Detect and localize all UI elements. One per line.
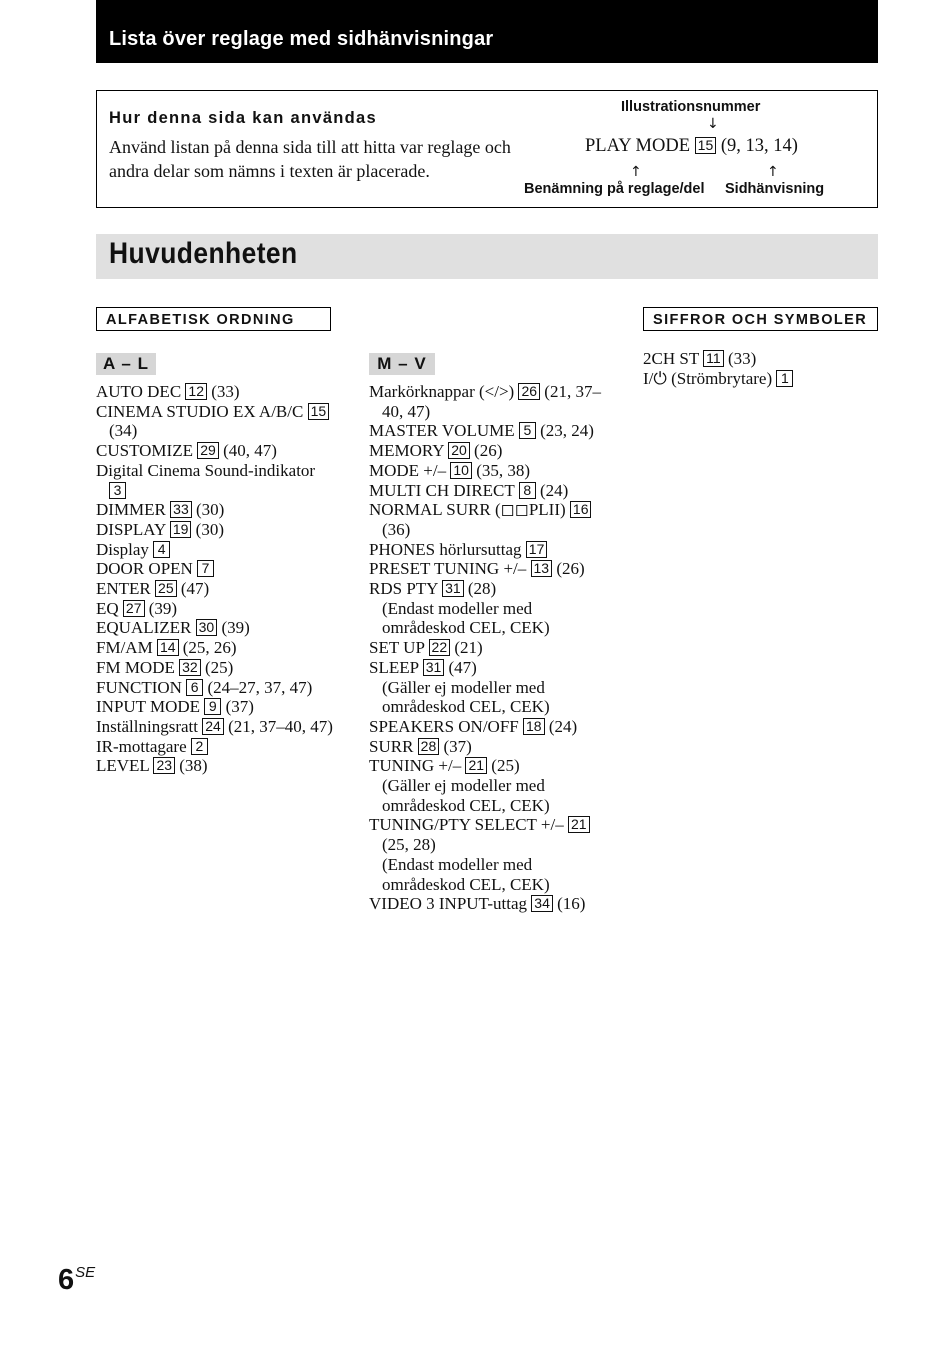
index-entry: [369, 658, 614, 717]
index-entry: [369, 500, 614, 539]
entry-number: 28: [418, 738, 440, 755]
entry-number: 19: [170, 521, 192, 538]
entry-name: Markörknappar (</>): [369, 382, 515, 401]
index-entry: [369, 638, 614, 658]
entry-pages: (25, 26): [182, 638, 237, 658]
entry-number: 33: [170, 501, 192, 518]
index-column-symbols: [643, 349, 873, 388]
index-entry: [369, 737, 614, 757]
arrow-up-icon: ↑: [630, 164, 642, 180]
index-entry: [96, 382, 336, 402]
entry-number: 31: [442, 580, 464, 597]
index-entry: [96, 520, 336, 540]
entry-number: 13: [531, 560, 553, 577]
entry-note: (Endast modeller med områdeskod CEL, CEK): [382, 854, 550, 894]
entry-note: (Gäller ej modeller med områdeskod CEL, CEK): [382, 677, 550, 717]
entry-name: INPUT MODE: [96, 697, 201, 717]
index-entry: [96, 756, 336, 776]
index-entry: [369, 382, 614, 421]
example-name: PLAY MODE: [585, 136, 691, 156]
entry-number: 4: [153, 541, 170, 558]
entry-pages: (35, 38): [476, 460, 531, 480]
entry-number: 8: [519, 482, 536, 499]
entry-number: 34: [531, 895, 553, 912]
entry-pages: (47): [448, 657, 477, 677]
symbols-label: SIFFROR OCH SYMBOLER: [643, 307, 878, 331]
entry-name: IR-mottagare: [96, 736, 187, 756]
index-entry: [369, 894, 614, 914]
index-entry: [96, 579, 336, 599]
entry-pages: (37): [225, 697, 254, 717]
entry-name: MEMORY: [369, 441, 444, 461]
entry-name: RDS PTY: [369, 579, 438, 599]
entry-pages: (25): [204, 657, 234, 677]
index-column-m-v: [369, 382, 614, 914]
entry-number: 25: [155, 580, 177, 597]
entry-name: VIDEO 3 INPUT-uttag: [369, 894, 528, 914]
entry-name: Display: [96, 539, 149, 559]
index-entry: [96, 638, 336, 658]
example-number: 15: [695, 137, 717, 154]
entry-number: 31: [423, 659, 445, 676]
entry-pages: (25, 28): [382, 835, 436, 855]
entry-name: ENTER: [96, 579, 151, 599]
howto-heading: Hur denna sida kan användas: [109, 109, 378, 127]
index-entry: [369, 579, 614, 638]
entry-pages: (16): [557, 894, 586, 914]
index-entry: [369, 815, 614, 894]
range-m-v: M – V: [369, 353, 435, 375]
entry-pages: (30): [195, 500, 225, 520]
index-column-a-l: [96, 382, 336, 776]
entry-number: 1: [776, 370, 793, 387]
entry-pages: (23, 24): [540, 421, 594, 441]
entry-pages: (24): [539, 480, 569, 500]
entry-number: 7: [197, 560, 214, 577]
entry-number: 15: [308, 403, 330, 420]
entry-number: 11: [703, 350, 724, 367]
entry-number: 30: [196, 619, 218, 636]
range-a-l: A – L: [96, 353, 156, 375]
entry-number: 22: [429, 639, 451, 656]
entry-name: MASTER VOLUME: [369, 421, 515, 441]
entry-number: 14: [157, 639, 179, 656]
entry-note: (Gäller ej modeller med områdeskod CEL, CEK): [382, 776, 550, 815]
entry-name: FUNCTION: [96, 677, 182, 697]
entry-pages: (30): [195, 519, 224, 539]
entry-note: (Endast modeller med områdeskod CEL, CEK): [382, 598, 550, 638]
index-entry: [96, 678, 336, 698]
index-entry: [369, 421, 614, 441]
entry-number: 32: [179, 659, 201, 676]
index-entry: [96, 500, 336, 520]
page-number-suffix: SE: [75, 1264, 96, 1281]
entry-name: PHONES hörlursuttag: [369, 539, 522, 559]
entry-name: CINEMA STUDIO EX A/B/C: [96, 401, 304, 421]
entry-name: TUNING +/–: [369, 756, 462, 776]
illustration-number-label: Illustrationsnummer: [621, 99, 761, 115]
entry-pages: (21, 37–40, 47): [228, 716, 333, 736]
index-entry: [369, 481, 614, 501]
page-ref-label: Sidhänvisning: [725, 181, 825, 197]
index-entry: [369, 756, 614, 815]
entry-number: 6: [186, 679, 203, 696]
entry-name: AUTO DEC: [96, 382, 182, 401]
entry-pages: (24–27, 37, 47): [207, 677, 313, 697]
index-entry: [643, 369, 873, 389]
entry-name: CUSTOMIZE: [96, 441, 193, 461]
howto-box: [96, 90, 878, 208]
howto-body: Använd listan på denna sida till att hitta var reglage och andra delar som nämns i texten är placerade.: [109, 137, 511, 181]
entry-pages: (39): [148, 598, 178, 618]
entry-pages: (39): [221, 618, 250, 638]
entry-name: SET UP: [369, 638, 425, 658]
entry-pages: (33): [727, 349, 757, 368]
entry-name: SURR: [369, 736, 414, 756]
entry-pages: (21): [454, 638, 483, 658]
entry-name: Inställningsratt: [96, 716, 198, 736]
name-label: Benämning på reglage/del: [524, 181, 705, 197]
arrow-up-icon: ↑: [767, 164, 779, 180]
entry-pages: (24): [548, 716, 578, 736]
entry-name: Digital Cinema Sound-indikator: [96, 460, 316, 480]
index-entry: [96, 559, 336, 579]
example-line: [585, 136, 798, 157]
entry-number: 20: [448, 442, 470, 459]
index-entry: [643, 349, 873, 369]
entry-name: DIMMER: [96, 500, 166, 520]
index-entry: [96, 599, 336, 619]
index-entry: [96, 658, 336, 678]
index-entry: [96, 697, 336, 717]
entry-number: 2: [191, 738, 208, 755]
entry-number: 21: [568, 816, 590, 833]
index-entry: [96, 441, 336, 461]
entry-name: FM/AM: [96, 638, 153, 658]
index-entry: [369, 717, 614, 737]
entry-number: 23: [153, 757, 175, 774]
alphabetical-label: ALFABETISK ORDNING: [96, 307, 331, 331]
index-entry: [96, 540, 336, 560]
entry-name: SPEAKERS ON/OFF: [369, 716, 519, 736]
entry-number: 10: [450, 462, 472, 479]
entry-number: 27: [123, 600, 145, 617]
entry-pages: (37): [443, 736, 472, 756]
entry-name: DISPLAY: [96, 519, 166, 539]
entry-name: LEVEL: [96, 756, 150, 776]
entry-number: 24: [202, 718, 224, 735]
index-entry: [96, 717, 336, 737]
entry-pages: (36): [382, 519, 411, 539]
header-title: Lista över reglage med sidhänvisningar: [109, 28, 494, 50]
entry-pages: (21, 37–40, 47): [382, 382, 601, 421]
page-number: [58, 1264, 95, 1297]
entry-name: I/⏻ (Strömbrytare): [643, 368, 773, 388]
entry-pages: (40, 47): [223, 441, 277, 461]
header-bar: [96, 0, 878, 63]
entry-number: 12: [185, 383, 207, 400]
index-entry: [369, 441, 614, 461]
entry-number: 3: [109, 482, 126, 499]
index-entry: [96, 461, 336, 500]
section-title: Huvudenheten: [109, 237, 298, 270]
entry-number: 26: [518, 383, 540, 400]
entry-number: 21: [465, 757, 487, 774]
entry-number: 18: [523, 718, 545, 735]
entry-number: 17: [526, 541, 548, 558]
entry-name: NORMAL SURR (◻◻PLII): [369, 500, 566, 520]
index-entry: [96, 618, 336, 638]
index-entry: [96, 737, 336, 757]
section-band: [96, 234, 878, 279]
entry-name: 2CH ST: [643, 349, 699, 368]
entry-name: EQUALIZER: [96, 618, 192, 638]
index-entry: [96, 402, 336, 441]
entry-number: 9: [204, 698, 221, 715]
example-pages: (9, 13, 14): [720, 136, 798, 156]
entry-pages: (26): [474, 441, 503, 461]
entry-name: SLEEP: [369, 657, 419, 677]
index-entry: [369, 559, 614, 579]
page-number-value: 6: [58, 1264, 75, 1296]
entry-number: 5: [519, 422, 536, 439]
arrow-down-icon: ↓: [707, 116, 719, 132]
entry-name: MULTI CH DIRECT: [369, 480, 515, 500]
entry-name: PRESET TUNING +/–: [369, 559, 527, 579]
entry-name: EQ: [96, 598, 119, 618]
entry-name: FM MODE: [96, 657, 175, 677]
entry-pages: (33): [211, 382, 240, 401]
entry-pages: (38): [179, 756, 208, 776]
entry-number: 16: [570, 501, 592, 518]
entry-pages: (28): [467, 579, 497, 599]
entry-name: MODE +/–: [369, 460, 447, 480]
entry-pages: (25): [491, 756, 520, 776]
entry-pages: (26): [556, 559, 585, 579]
index-entry: [369, 540, 614, 560]
entry-pages: (34): [109, 421, 138, 441]
entry-name: DOOR OPEN: [96, 559, 193, 579]
entry-number: 29: [197, 442, 219, 459]
entry-pages: (47): [180, 579, 210, 599]
entry-name: TUNING/PTY SELECT +/–: [369, 815, 564, 835]
index-entry: [369, 461, 614, 481]
